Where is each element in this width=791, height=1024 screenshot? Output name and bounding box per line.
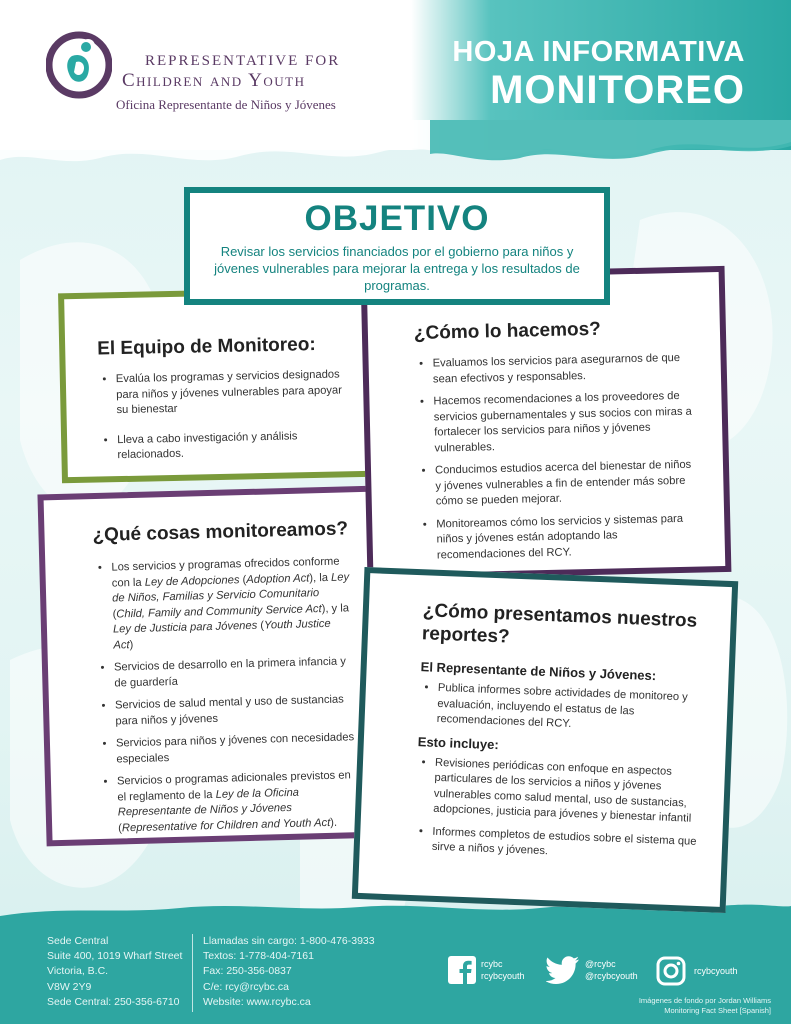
- footer-credit: [639, 996, 771, 1016]
- list-item: • Evalúa los programas y servicios designados para niños y jóvenes vulnerables para apoyar su bienestar: [116, 367, 349, 418]
- facebook-link[interactable]: [448, 956, 525, 984]
- list-item: • Hacemos recomendaciones a los proveedores de servicios gubernamentales y sus socios con miras a fortalecer los servicios para niños y jóvenes vulnerables.: [433, 389, 698, 457]
- twitter-link[interactable]: [546, 956, 638, 984]
- item-text: (: [118, 821, 123, 834]
- reportes-list-1: [418, 680, 704, 737]
- reportes-title: ¿Cómo presentamos nuestros reportes?: [421, 600, 698, 648]
- objetivo-card: [184, 187, 610, 305]
- footer-line: Victoria, B.C.: [47, 965, 109, 978]
- header-brush-edge: [0, 120, 791, 180]
- org-name-line1: REPRESENTATIVE FOR: [145, 53, 341, 69]
- law-name: Ley de Adopciones: [144, 573, 240, 589]
- law-name-en: Adoption Act: [246, 571, 310, 586]
- footer-divider: [192, 934, 193, 1012]
- list-item: [117, 768, 359, 836]
- footer-line: Suite 400, 1019 Wharf Street: [47, 950, 183, 963]
- law-name-en: Youth Justice Act: [113, 617, 331, 652]
- list-item: • Servicios para niños y jóvenes con necesidades especiales: [116, 730, 357, 767]
- item-text: (: [257, 619, 265, 632]
- footer-contact: [203, 934, 375, 1010]
- list-item: • Monitoreamos cómo los servicios y sistemas para niños y jóvenes están adoptando las recomendaciones del RCY.: [436, 511, 701, 563]
- reportes-card: [352, 567, 738, 913]
- instagram-link[interactable]: [656, 956, 738, 986]
- item-text: ), la: [309, 571, 332, 584]
- credit-line: Imágenes de fondo por Jordan Williams: [638, 996, 771, 1005]
- footer-line: Sede Central: 250-356-6710: [47, 995, 180, 1008]
- item-text: (: [239, 573, 247, 586]
- reportes-subtitle-1: El Representante de Niños y Jóvenes:: [420, 659, 657, 684]
- item-text: ), y la: [321, 601, 350, 615]
- footer: [0, 916, 791, 1024]
- law-name: Ley de Niños, Familias y Servicio Comunitario: [112, 570, 350, 605]
- footer-line: V8W 2Y9: [47, 980, 92, 993]
- law-name-en: Representative for Children and Youth Act: [121, 816, 331, 834]
- reportes-list-2: [414, 755, 702, 866]
- law-name-en: Child, Family and Community Service Act: [116, 602, 322, 620]
- list-item: • Informes completos de estudios sobre el sistema que sirve a niños y jóvenes.: [431, 824, 698, 865]
- footer-line: Sede Central: [47, 935, 109, 947]
- law-name: Ley de Justicia para Jóvenes: [112, 619, 258, 636]
- como-card: [361, 266, 732, 580]
- rcy-logo-icon: [46, 30, 112, 100]
- item-text: Los servicios y programas ofrecidos conforme con la: [111, 555, 340, 590]
- handle: @rcybc: [585, 959, 616, 969]
- list-item: • Evaluamos los servicios para asegurarnos de que sean efectivos y responsables.: [432, 351, 697, 388]
- credit-line: Monitoring Fact Sheet [Spanish]: [664, 1006, 771, 1015]
- header-title-large: MONITOREO: [490, 68, 745, 112]
- objetivo-text: Revisar los servicios financiados por el gobierno para niños y jóvenes vulnerables para mejorar la entrega y los resultados de programas.: [214, 244, 580, 293]
- como-title: ¿Cómo lo hacemos?: [413, 318, 601, 344]
- list-item: • Publica informes sobre actividades de monitoreo y evaluación, incluyendo el estatus de las recomendaciones del RCY.: [436, 681, 704, 738]
- handle: rcybcyouth: [481, 971, 525, 981]
- footer-line: Website: www.rcybc.ca: [203, 995, 311, 1008]
- equipo-list: [98, 367, 350, 464]
- reportes-subtitle-2: Esto incluye:: [417, 733, 500, 752]
- footer-line: Llamadas sin cargo: 1-800-476-3933: [203, 935, 375, 947]
- twitter-icon: [546, 956, 580, 984]
- law-name: Ley de la Oficina Representante de Niños y Jóvenes: [117, 786, 300, 819]
- footer-address: [47, 934, 182, 1010]
- item-text: Servicios o programas adicionales previstos en el reglamento de la: [116, 769, 351, 803]
- list-item: • Servicios de desarrollo en la primera infancia y de guardería: [114, 654, 355, 691]
- facebook-handles: [481, 958, 525, 982]
- list-item: • Lleva a cabo investigación y análisis relacionados.: [117, 428, 350, 464]
- item-text: ).: [330, 816, 338, 829]
- equipo-card: [58, 287, 380, 484]
- instagram-handle: rcybcyouth: [694, 966, 738, 976]
- item-text: ): [129, 638, 134, 651]
- que-card: [37, 486, 384, 847]
- facebook-icon: [448, 956, 476, 984]
- objetivo-title: OBJETIVO: [304, 199, 490, 238]
- org-name-spanish: Oficina Representante de Niños y Jóvenes: [116, 97, 336, 112]
- que-title: ¿Qué cosas monitoreamos?: [92, 518, 349, 547]
- footer-line: Textos: 1-778-404-7161: [203, 950, 314, 963]
- list-item: • Conducimos estudios acerca del bienestar de niños y jóvenes vulnerables a fin de entender más sobre cómo se pueden mejorar.: [435, 458, 700, 510]
- que-list: [93, 554, 358, 837]
- list-item: • Servicios de salud mental y uso de sustancias para niños y jóvenes: [115, 692, 356, 729]
- handle: @rcybcyouth: [585, 971, 638, 981]
- twitter-handles: [585, 958, 638, 982]
- footer-line: C/e: rcy@rcybc.ca: [203, 980, 289, 993]
- org-name-line2: Children and Youth: [122, 70, 306, 91]
- list-item: • Revisiones periódicas con enfoque en aspectos particulares de los servicios a niños y jóvenes vulnerables como salud mental, uso de sustancias, adopciones, justicia para jóvenes y bienestar infantil: [433, 755, 701, 827]
- como-list: [414, 351, 701, 564]
- equipo-title: El Equipo de Monitoreo:: [97, 333, 316, 360]
- list-item: [111, 554, 353, 653]
- instagram-icon: [656, 956, 686, 986]
- item-text: (: [112, 607, 117, 621]
- handle: rcybc: [481, 959, 503, 969]
- footer-line: Fax: 250-356-0837: [203, 965, 292, 978]
- header-title-small: HOJA INFORMATIVA: [452, 36, 745, 68]
